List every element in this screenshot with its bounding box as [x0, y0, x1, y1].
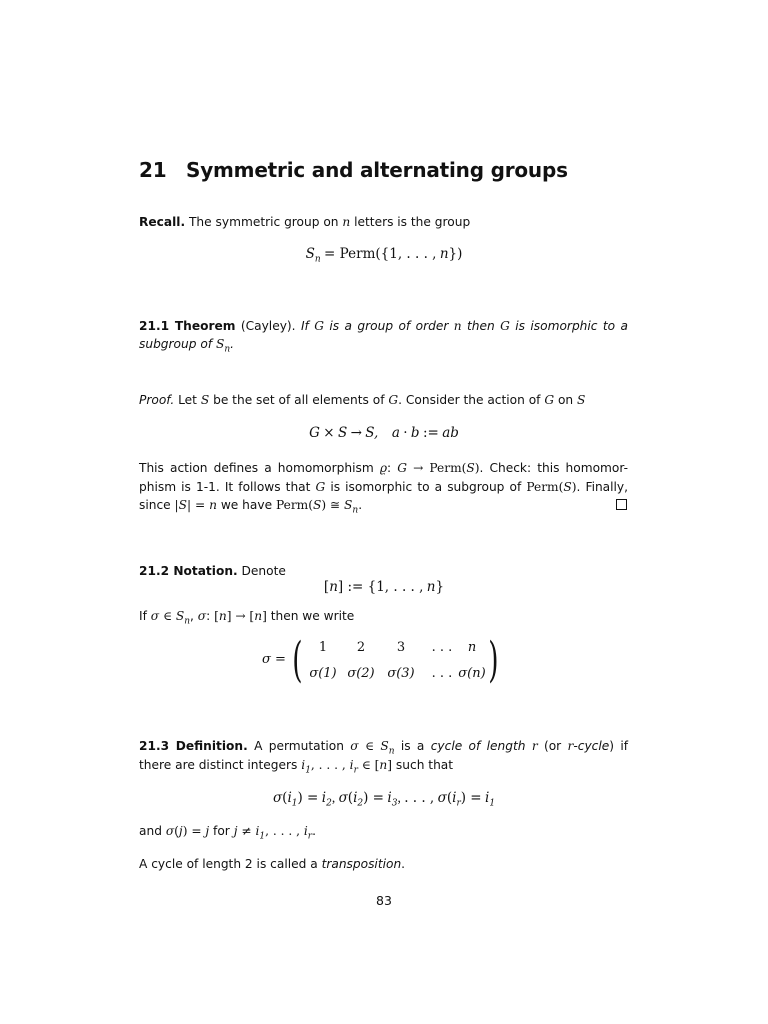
proof-line-1: Proof. Let S be the set of all elements of G. Consider the action of G on S	[139, 393, 586, 407]
recall-text: The symmetric group on n letters is the group	[188, 215, 471, 229]
matrix-cell: 1	[318, 640, 328, 655]
page-number: 83	[376, 893, 392, 908]
matrix-cell: σ(3)	[387, 666, 415, 681]
notation-line-1	[139, 561, 286, 581]
matrix-cell: . . .	[431, 640, 453, 655]
definition-line-3: and σ(j) = j for $j \ne i_1$, . . . , $i_r$.	[139, 824, 316, 842]
proof-line-3: phism is 1-1. It follows that G is isomorphic to a subgroup of Perm(S). Finally,	[139, 480, 629, 494]
matrix-cell: σ(1)	[309, 666, 337, 681]
matrix-lhs: σ =	[262, 652, 286, 667]
matrix-cell: . . .	[431, 666, 453, 681]
proof-label: Proof.	[139, 393, 175, 407]
matrix-cell: σ(n)	[458, 666, 486, 681]
definition-label: 21.3 Definition.	[139, 739, 248, 753]
theorem-line-2: subgroup of $S_n$.	[139, 337, 235, 355]
definition-formula: $\sigma(i_1) = i_2$, $\sigma(i_2) = i_3$, . . . , $\sigma(i_r) = i_1$	[272, 790, 496, 809]
matrix-cell: σ(2)	[347, 666, 375, 681]
proof-line-2: This action defines a homomorphism ϱ: G → Perm(S). Check: this homomor-	[139, 461, 628, 475]
notation-text: Denote	[241, 564, 286, 578]
right-paren: )	[488, 632, 499, 688]
theorem-label: 21.1 Theorem	[139, 319, 236, 333]
matrix-cell: 3	[396, 640, 406, 655]
recall-formula: $S_n$ = Perm({1, . . . , n})	[305, 246, 463, 265]
matrix-cell: n	[467, 640, 477, 655]
left-paren: (	[292, 632, 303, 688]
definition-line-4: A cycle of length 2 is called a transposition.	[139, 857, 406, 871]
recall-label: Recall.	[139, 215, 186, 229]
recall-paragraph	[139, 212, 470, 232]
notation-line-2: If σ ∈ $S_n$, σ: [n] → [n] then we write	[139, 609, 355, 627]
section-heading	[139, 156, 568, 184]
definition-line-1: 21.3 Definition. A permutation σ ∈ $S_n$ is a cycle of length r (or r-cycle) if	[139, 739, 629, 757]
notation-label: 21.2 Notation.	[139, 564, 238, 578]
notation-formula: [n] := {1, . . . , n}	[323, 579, 445, 595]
matrix-cell: 2	[356, 640, 366, 655]
section-number: 21	[139, 158, 167, 182]
proof-formula: G × S → S, a · b := ab	[309, 425, 459, 441]
definition-line-2: there are distinct integers $i_1$, . . . , $i_r$ ∈ [n] such that	[139, 758, 454, 776]
section-title: Symmetric and alternating groups	[186, 158, 568, 182]
theorem-attribution: (Cayley).	[240, 319, 296, 333]
theorem-line-1: 21.1 Theorem (Cayley). If G is a group of order n then G is isomorphic to a	[139, 319, 629, 333]
qed-square-icon	[616, 499, 627, 510]
proof-line-4: since |S| = n we have Perm(S) ≅ $S_n$.	[139, 498, 363, 516]
